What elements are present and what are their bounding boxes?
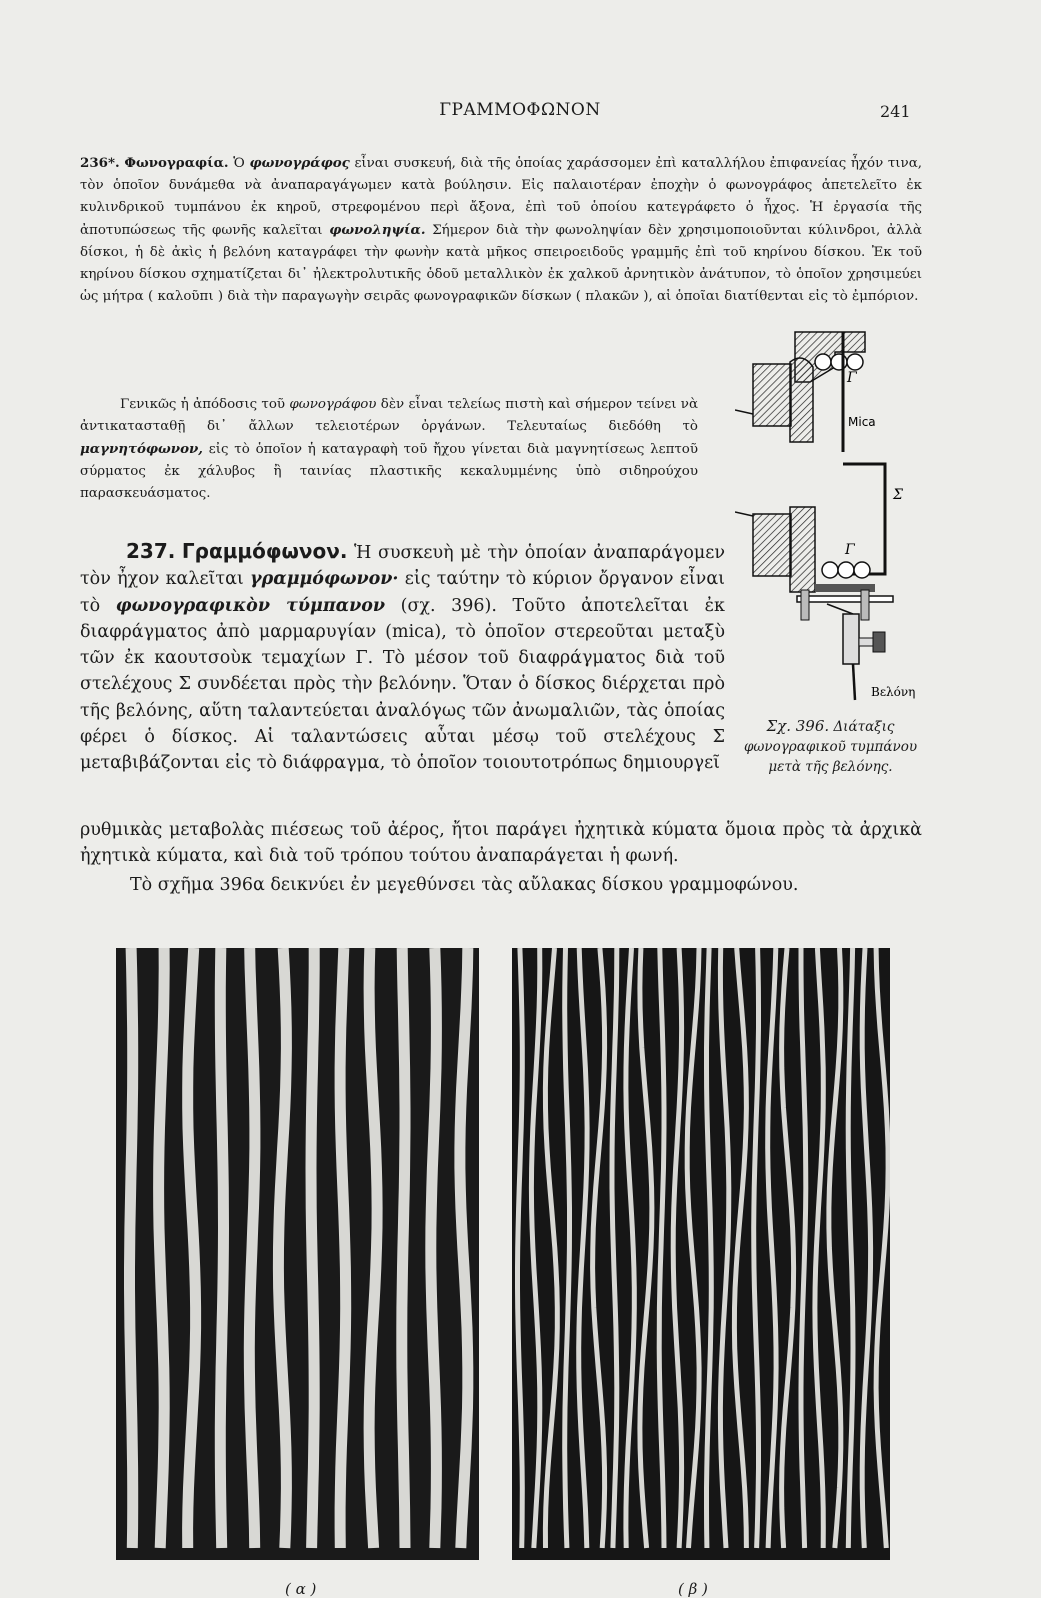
figure-396-caption-text: Διάταξις φωνογραφικοῦ τυμπάνου μετὰ τῆς βελόνης. xyxy=(743,719,918,775)
groove xyxy=(640,948,652,1548)
groove xyxy=(565,948,570,1548)
section-237-title: Γραμμόφωνον. xyxy=(181,539,348,563)
section-237-text-3: (σχ. 396). Τοῦτο ἀποτελεῖται ἐκ διαφράγματος ἀπὸ μαρμαρυγίαν (mica), τὸ ὁποῖον στερεοῦται μεταξὺ τῶν ἐκ καουτσοὺκ τεμαχίων Γ. Τὸ μέσον τοῦ διαφράγματος διὰ τοῦ στελέχους Σ συνδέεται πρὸς τὴν βελόνην. Ὅταν ὁ δίσκος διέρχεται πρὸ τῆς βελόνης, αὕτη ταλαντεύεται ἀναλόγως τῶν ἀνωμαλιῶν, τὰς ὁποίας φέρει ὁ δίσκος. Αἱ ταλαντώσεις αὗται μέσῳ τοῦ στελέχους Σ μεταβιβάζονται εἰς τὸ διάφραγμα, τὸ ὁποῖον τοιουτοτρόπως δημιουργεῖ xyxy=(80,595,725,774)
label-gamma-bottom: Γ xyxy=(845,542,855,558)
groove xyxy=(782,948,794,1548)
groove xyxy=(369,948,377,1548)
figure-396a-photo-b xyxy=(512,948,890,1560)
figure-396-diagram xyxy=(735,322,935,702)
section-236-p2-text-2: δὲν εἶναι τελείως πιστὴ καὶ σήμερον τείνει νὰ ἀντικατασταθῇ δι᾿ ἄλλων τελειοτέρων ὀργάνων. Τελευταίως διεδόθη τὸ xyxy=(80,397,698,434)
groove xyxy=(460,948,468,1548)
groove xyxy=(815,948,823,1548)
term-phonograph-2: φωνογράφου xyxy=(289,397,377,412)
section-237-text-2: εἰς ταύτην τὸ κύριον ὄργανον εἶναι τὸ xyxy=(80,569,725,616)
section-236-paragraph-2 xyxy=(80,394,698,505)
section-237-paragraph-tail: ρυθμικὰς μεταβολὰς πιέσεως τοῦ ἀέρος, ἤτοι παράγει ἠχητικὰ κύματα ὅμοια πρὸς τὰ ἀρχικὰ ἠχητικὰ κύματα, καὶ διὰ τοῦ τρόπου τούτου ἀναπαράγεται ἡ φωνή. xyxy=(80,820,922,867)
label-mica: Mica xyxy=(848,415,876,429)
section-236-title: Φωνογραφία. xyxy=(124,155,229,171)
section-236-p2-text-3: εἰς τὸ ὁποῖον ἡ καταγραφὴ τοῦ ἤχου γίνεται διὰ μαγνητίσεως λεπτοῦ σύρματος ἐκ χάλυβος ἢ ταινίας πλαστικῆς κεκαλυμμένης ὑπὸ σιδηρούχου παρασκευάσματος. xyxy=(80,442,698,501)
term-gramophone: γραμμόφωνον· xyxy=(250,569,399,590)
groove xyxy=(188,948,196,1548)
figure-396a-photo-a xyxy=(116,948,479,1560)
groove xyxy=(734,948,746,1548)
groove xyxy=(249,948,255,1548)
section-237-paragraph xyxy=(80,538,725,816)
term-phonographic-drum: φωνογραφικὸν τύμπανον xyxy=(115,595,386,616)
section-237-number: 237. xyxy=(126,539,176,563)
groove xyxy=(579,948,587,1548)
figure-396a-label-b: ( β ) xyxy=(678,1580,708,1598)
section-237-figure-reference: Τὸ σχῆμα 396α δεικνύει ἐν μεγεθύνσει τὰς αὔλακας δίσκου γραμμοφώνου. xyxy=(130,875,799,895)
page-number: 241 xyxy=(880,102,911,121)
groove xyxy=(278,948,286,1548)
section-236-paragraph xyxy=(80,152,922,328)
figure-396a-label-a: ( α ) xyxy=(285,1580,317,1598)
groove xyxy=(220,948,223,1548)
term-phonograph: φωνογράφος xyxy=(249,155,350,171)
groove xyxy=(340,948,346,1548)
groove xyxy=(754,948,759,1548)
groove xyxy=(659,948,664,1548)
groove xyxy=(768,948,776,1548)
section-236-number: 236*. xyxy=(80,155,120,171)
term-magnetophone: μαγνητόφωνον, xyxy=(80,441,203,457)
groove xyxy=(311,948,314,1548)
groove xyxy=(431,948,437,1548)
section-236-text-1: Ὁ xyxy=(233,156,245,171)
groove xyxy=(673,948,681,1548)
groove xyxy=(545,948,557,1548)
figure-396-caption-label: Σχ. 396. xyxy=(766,717,830,735)
groove xyxy=(402,948,405,1548)
groove xyxy=(801,948,806,1548)
groove xyxy=(612,948,617,1548)
label-sigma: Σ xyxy=(893,487,903,503)
label-gamma-top: Γ xyxy=(847,370,857,386)
section-236-p2-text-1: Γενικῶς ἡ ἀπόδοσις τοῦ xyxy=(120,397,286,412)
page-header-title: ΓΡΑΜΜΟΦΩΝΟΝ xyxy=(439,100,601,120)
groove xyxy=(848,948,853,1548)
figure-396-caption xyxy=(728,716,933,777)
groove xyxy=(707,948,712,1548)
groove xyxy=(876,948,888,1548)
label-needle: Βελόνη xyxy=(871,685,916,699)
groove xyxy=(720,948,728,1548)
groove xyxy=(593,948,605,1548)
groove xyxy=(130,948,133,1548)
groove xyxy=(626,948,634,1548)
groove xyxy=(518,948,523,1548)
groove xyxy=(829,948,841,1548)
term-phonolipsia: φωνοληψία. xyxy=(329,222,426,238)
groove xyxy=(159,948,165,1548)
groove xyxy=(687,948,699,1548)
section-237-text-1: Ἡ συσκευὴ μὲ τὴν ὁποίαν ἀναπαράγομεν τὸν ἦχον καλεῖται xyxy=(80,543,725,590)
groove xyxy=(531,948,539,1548)
section-236-text-3: Σήμερον διὰ τὴν φωνοληψίαν δὲν χρησιμοποιοῦνται κύλινδροι, ἀλλὰ δίσκοι, ἡ δὲ ἀκὶς ἡ βελόνη καταγράφει τὴν φωνὴν κατὰ μῆκος σπειροειδοῦς γραμμῆς ἐπὶ τοῦ κηρίνου δίσκου. Ἐκ τοῦ κηρίνου δίσκου σχηματίζεται δι᾿ ἠλεκτρολυτικῆς ὁδοῦ μεταλλικὸν ἐκ χαλκοῦ ἀρνητικὸν ἀνάτυπον, τὸ ὁποῖον χρησιμεύει ὡς μήτρα ( καλοῦπι ) διὰ τὴν παραγωγὴν σειρᾶς φωνογραφικῶν δίσκων ( πλακῶν ), αἱ ὁποῖαι διατίθενται εἰς τὸ ἐμπόριον. xyxy=(80,223,922,304)
groove xyxy=(862,948,870,1548)
section-236-text-2: εἶναι συσκευή, διὰ τῆς ὁποίας χαράσσομεν ἐπὶ καταλλήλου ἐπιφανείας ἦχόν τινα, τὸν ὁποῖον δυνάμεθα νὰ ἀναπαραγάγωμεν κατὰ βούλησιν. Εἰς παλαιοτέραν ἐποχὴν ὁ φωνογράφος ἀπετελεῖτο ἐκ κυλινδρικοῦ τυμπάνου ἐκ κηροῦ, στρεφομένου περὶ ἄξονα, ἐπὶ τοῦ ὁποίου κατεγράφετο ὁ ἦχος. Ἡ ἐργασία τῆς ἀποτυπώσεως τῆς φωνῆς καλεῖται xyxy=(80,156,922,238)
